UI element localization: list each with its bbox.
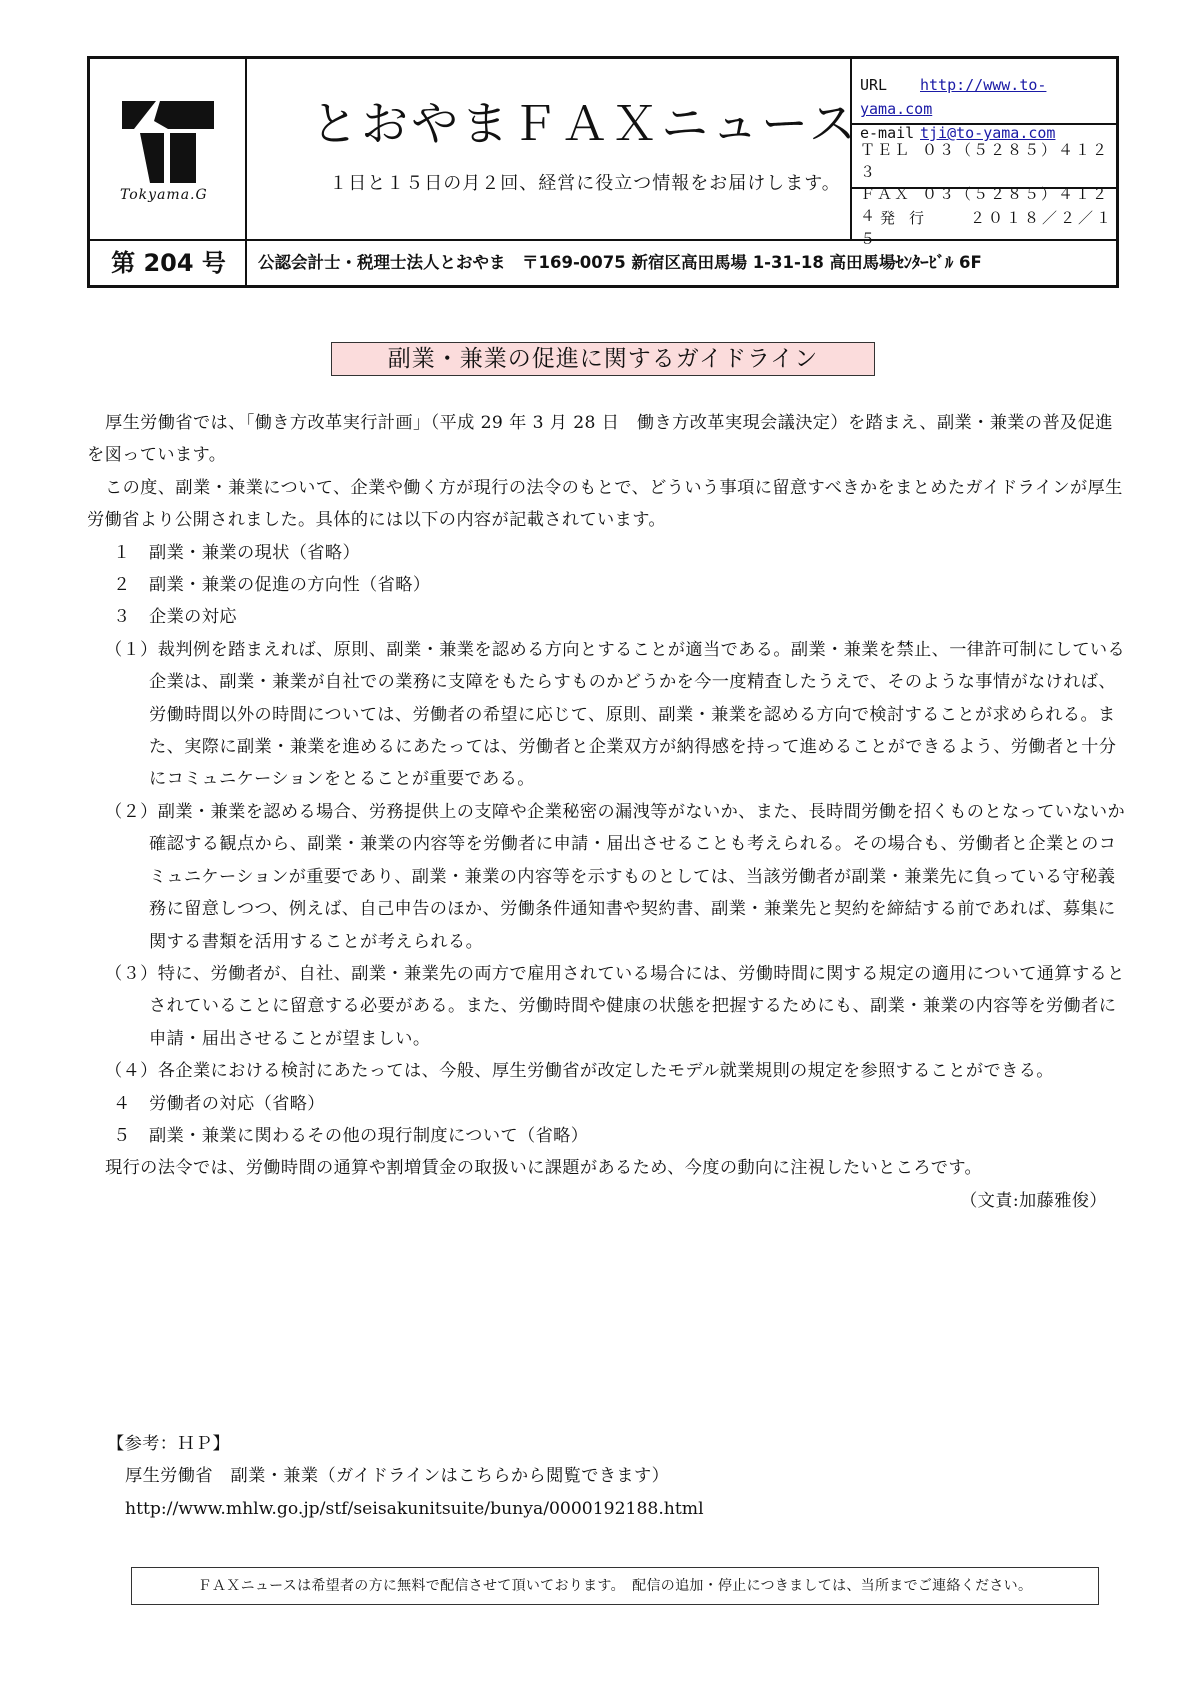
fax-number: ＦＡＸ ０３（５２８５）４１２４ <box>860 185 1110 225</box>
reference-description: 厚生労働省 副業・兼業（ガイドラインはこちらから閲覧できます） <box>125 1466 670 1487</box>
author-credit: （文責:加藤雅俊） <box>960 1190 1107 1211</box>
email-label: e-mail <box>860 124 915 142</box>
list-item: ５ 副業・兼業に関わるその他の現行制度について（省略） <box>113 1125 589 1146</box>
article-title: 副業・兼業の促進に関するガイドライン <box>331 342 875 376</box>
reference-section <box>107 1428 704 1525</box>
intro-paragraph-2: この度、副業・兼業について、企業や働く方が現行の法令のもとで、どういう事項に留意すべきかをまとめたガイドラインが厚生労働省より公開されました。具体的には以下の内容が記載されています。 <box>87 477 1123 531</box>
firm-address: 公認会計士・税理士法人とおやま 〒169-0075 新宿区高田馬場 1-31-18 高田馬場ｾﾝﾀｰﾋﾞﾙ 6F <box>258 253 982 272</box>
issue-date: ２０１８／２／１５ <box>860 209 1115 248</box>
list-item: ３ 企業の対応 <box>113 607 237 628</box>
issue-label: 発行 <box>880 209 939 227</box>
reference-heading: 【参考：ＨＰ】 <box>107 1434 231 1454</box>
contact-block <box>860 73 1116 145</box>
list-item: ２ 副業・兼業の促進の方向性（省略） <box>113 575 431 596</box>
subitem-4: （４）各企業における検討にあたっては、今般、厚生労働省が改定したモデル就業規則の規定を参照することができる。 <box>105 1061 1054 1082</box>
article-body <box>87 407 1127 1217</box>
logo-caption: Tokyama.G <box>120 187 208 203</box>
issue-number: 第 204 号 <box>111 249 226 277</box>
intro-paragraph-1: 厚生労働省では、「働き方改革実行計画」（平成 29 年 3 月 28 日 働き方改革実現会議決定）を踏まえ、副業・兼業の普及促進を図っています。 <box>87 413 1113 466</box>
closing-paragraph: 現行の法令では、労働時間の通算や割増賃金の取扱いに課題があるため、今度の動向に注視したいところです。 <box>105 1158 983 1179</box>
newsletter-subtitle: １日と１５日の月２回、経営に役立つ情報をお届けします。 <box>329 173 841 194</box>
footer-notice: ＦＡＸニュースは希望者の方に無料で配信させて頂いております。 配信の追加・停止につきましては、当所までご連絡ください。 <box>131 1567 1099 1605</box>
t-logo-icon <box>120 99 216 185</box>
company-logo <box>90 59 247 239</box>
list-item: ４ 労働者の対応（省略） <box>113 1093 325 1114</box>
subitem-1: （１）裁判例を踏まえれば、原則、副業・兼業を認める方向とすることが適当である。副業・兼業を禁止、一律許可制にしている企業は、副業・兼業が自社での業務に支障をもたらすものかどうかを今一度精査したうえで、そのような事情がなければ、労働時間以外の時間については、労働者の希望に応じて、原則、副業・兼業を認める方向で検討することが求められる。また、実際に副業・兼業を進めるにあたっては、労働者と企業双方が納得感を持って進めることができるよう、労働者と十分にコミュニケーションをとることが重要である。 <box>105 639 1126 790</box>
list-item: １ 副業・兼業の現状（省略） <box>113 542 361 563</box>
website-link[interactable]: http://www.to-yama.com <box>860 76 1047 118</box>
subitem-3: （３）特に、労働者が、自社、副業・兼業先の両方で雇用されている場合には、労働時間に関する規定の適用について通算するとされていることに留意する必要がある。また、労働時間や健康の状態を把握するためにも、副業・兼業の内容等を労働者に申請・届出させることが望ましい。 <box>105 963 1125 1049</box>
subitem-2: （２）副業・兼業を認める場合、労務提供上の支障や企業秘密の漏洩等がないか、また、長時間労働を招くものとなっていないか確認する観点から、副業・兼業の内容等を労働者に申請・届出させることも考えられる。その場合も、労働者と企業とのコミュニケーションが重要であり、副業・兼業の内容等を示すものとしては、当該労働者が副業・兼業先に負っている守秘義務に留意しつつ、例えば、自己申告のほか、労働条件通知書や契約書、副業・兼業先と契約を締結する前であれば、募集に関する書類を活用することが考えられる。 <box>105 801 1126 952</box>
newsletter-header <box>87 56 1119 288</box>
reference-link[interactable]: http://www.mhlw.go.jp/stf/seisakunitsuite/bunya/0000192188.html <box>125 1498 704 1519</box>
tel-number: ＴＥＬ ０３（５２８５）４１２３ <box>860 141 1110 181</box>
email-link[interactable]: tji@to-yama.com <box>920 124 1056 142</box>
newsletter-title: とおやまＦＡＸニュース <box>311 97 859 152</box>
url-label: URL <box>860 76 888 94</box>
